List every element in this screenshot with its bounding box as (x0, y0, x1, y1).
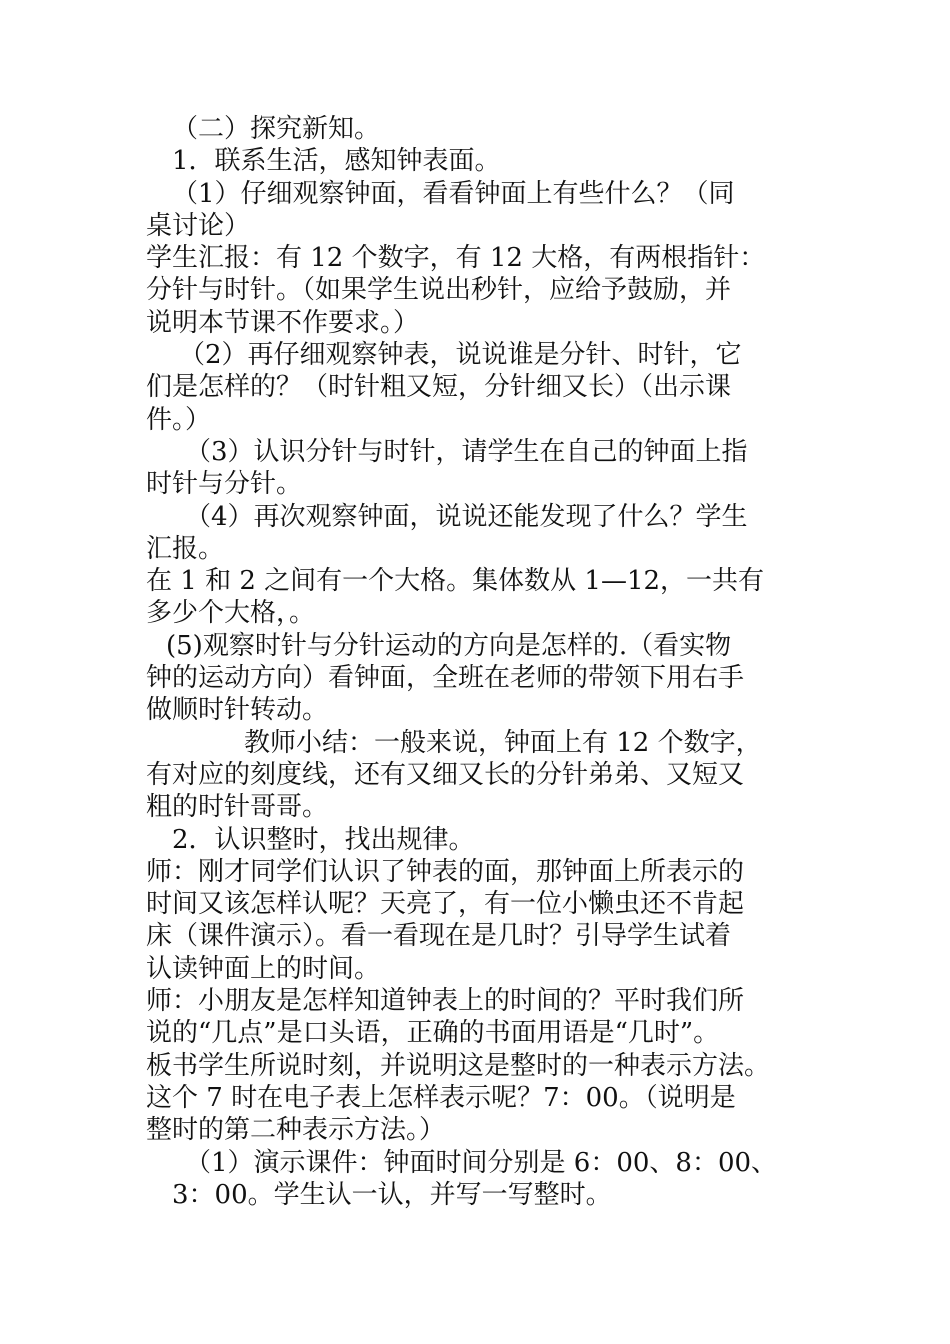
subsection-heading: 1．联系生活，感知钟表面。 (172, 146, 501, 177)
paragraph-line: 师：小朋友是怎样知道钟表上的时间的？平时我们所 (146, 986, 745, 1017)
paragraph-line: (5)观察时针与分针运动的方向是怎样的.（看实物 (166, 630, 732, 661)
paragraph-line: 有对应的刻度线，还有又细又长的分针弟弟、又短又 (146, 759, 745, 790)
paragraph-line: 分针与时针。（如果学生说出秒针，应给予鼓励，并 (146, 275, 732, 306)
paragraph-line: 板书学生所说时刻，并说明这是整时的一种表示方法。 (146, 1050, 771, 1081)
paragraph-line: 说明本节课不作要求。） (146, 307, 420, 338)
paragraph-line: 这个 7 时在电子表上怎样表示呢？7：00。（说明是 (146, 1082, 736, 1113)
paragraph-line: 整时的第二种表示方法。） (146, 1115, 446, 1146)
section-heading: （二）探究新知。 (172, 114, 381, 144)
paragraph-line: （2）再仔细观察钟表，说说谁是分针、时针，它 (179, 340, 742, 371)
paragraph-line: 桌讨论） (146, 210, 251, 241)
paragraph-line: 多少个大格，。 (146, 598, 316, 629)
paragraph-line: （1）仔细观察钟面，看看钟面上有些什么？（同 (172, 178, 735, 209)
paragraph-line: （1）演示课件：钟面时间分别是 6：00、8：00、 (185, 1147, 778, 1178)
paragraph-line: 认读钟面上的时间。 (146, 953, 381, 984)
paragraph-line: 们是怎样的？（时针粗又短，分针细又长）（出示课 (146, 372, 732, 403)
teacher-summary-line: 教师小结：一般来说，钟面上有 12 个数字， (244, 727, 762, 758)
paragraph-line: 师：刚才同学们认识了钟表的面，那钟面上所表示的 (146, 856, 745, 887)
paragraph-line: 床（课件演示）。看一看现在是几时？引导学生试着 (146, 921, 732, 952)
paragraph-line: 在 1 和 2 之间有一个大格。集体数从 1—12，一共有 (146, 566, 765, 597)
paragraph-line: 3：00。学生认一认，并写一写整时。 (172, 1179, 612, 1210)
paragraph-line: 粗的时针哥哥。 (146, 792, 329, 823)
paragraph-line: 时间又该怎样认呢？天亮了，有一位小懒虫还不肯起 (146, 889, 745, 920)
subsection-heading: 2．认识整时，找出规律。 (172, 824, 475, 855)
paragraph-line: 件。） (146, 404, 212, 435)
paragraph-line: 说的“几点”是口头语，正确的书面用语是“几时”。 (146, 1018, 720, 1049)
paragraph-line: 学生汇报：有 12 个数字，有 12 大格，有两根指针： (146, 243, 766, 274)
document-body (146, 113, 826, 1211)
paragraph-line: （4）再次观察钟面，说说还能发现了什么？学生 (185, 501, 748, 532)
paragraph-line: 汇报。 (146, 533, 225, 564)
paragraph-line: 做顺时针转动。 (146, 695, 329, 726)
paragraph-line: 钟的运动方向）看钟面，全班在老师的带领下用右手 (146, 663, 745, 694)
paragraph-line: 时针与分针。 (146, 469, 303, 500)
paragraph-line: （3）认识分针与时针，请学生在自己的钟面上指 (185, 436, 748, 467)
